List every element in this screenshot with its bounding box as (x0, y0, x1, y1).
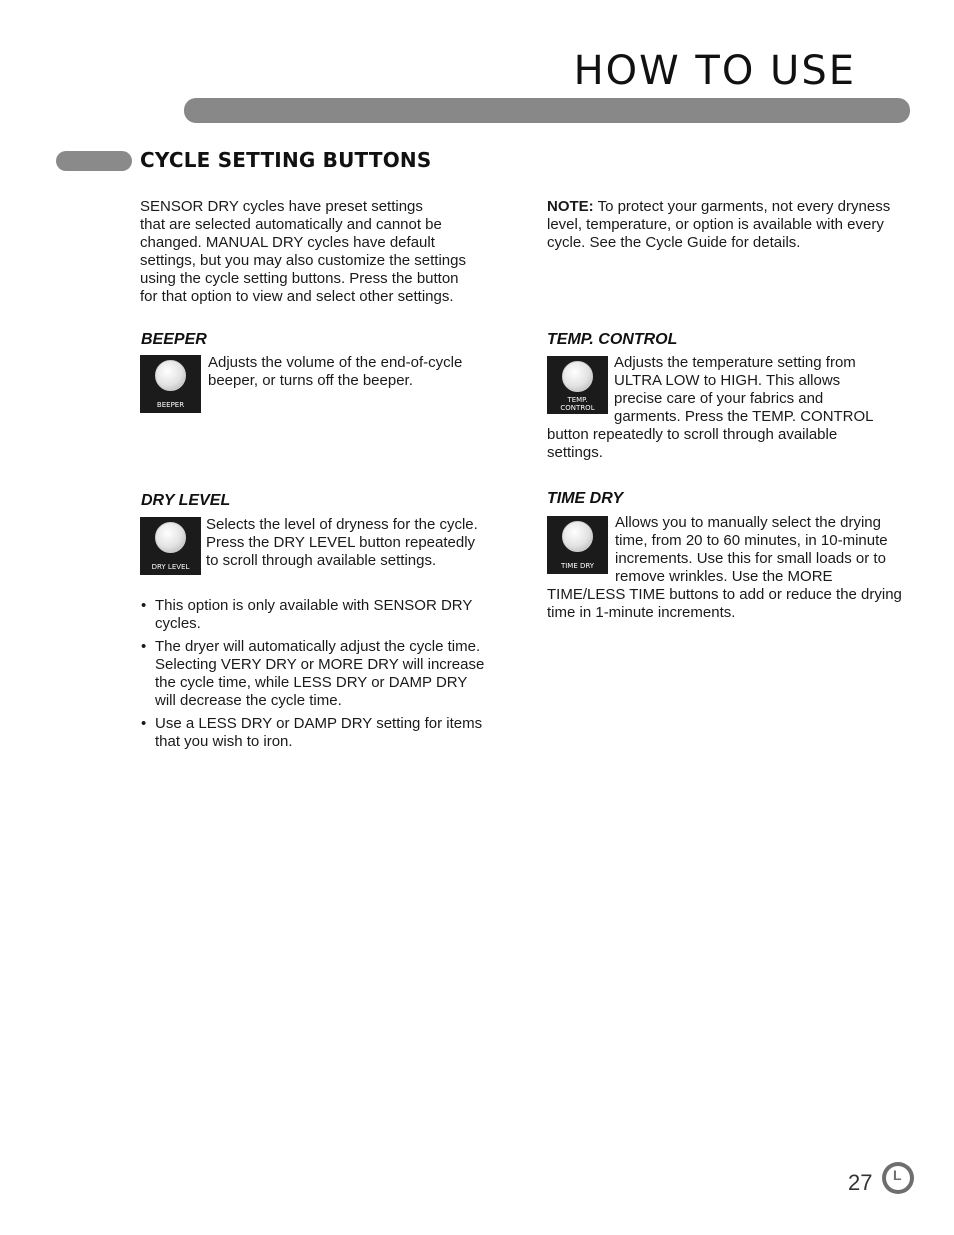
page-number: 27 (848, 1170, 873, 1195)
intro-line: for that option to view and select other settings. (140, 288, 454, 305)
dry-level-text: Selects the level of dryness for the cycle. Press the DRY LEVEL button repeatedly to scroll through available settings. (206, 516, 478, 569)
section-title: CYCLE SETTING BUTTONS (140, 148, 432, 172)
lg-logo-letter: L (893, 1167, 902, 1183)
time-dry-knob-icon (562, 521, 593, 552)
time-dry-block (547, 514, 902, 622)
header-title: HOW TO USE (573, 48, 856, 94)
intro-paragraph (140, 198, 500, 306)
intro-line: SENSOR DRY cycles have preset settings (140, 198, 423, 215)
intro-line: settings, but you may also customize the settings (140, 252, 466, 269)
list-item: • This option is only available with SENSOR DRY cycles. (140, 597, 490, 633)
note-paragraph (547, 198, 902, 252)
temp-control-button-label: TEMP. CONTROL (560, 396, 595, 412)
dry-level-bullet-list (140, 597, 490, 756)
header-bar (184, 98, 910, 123)
temp-control-text: Adjusts the temperature setting from ULTRA LOW to HIGH. This allows precise care of your fabrics and garments. Press the TEMP. CONTROL button repeatedly to scroll through available settings. (547, 354, 873, 461)
beeper-knob-icon (155, 360, 186, 391)
temp-control-block (547, 354, 892, 462)
time-dry-button-label: TIME DRY (560, 562, 595, 570)
intro-line: that are selected automatically and cannot be (140, 216, 442, 233)
lg-logo-icon (882, 1162, 914, 1194)
list-item: • The dryer will automatically adjust the cycle time. Selecting VERY DRY or MORE DRY will increase the cycle time, while LESS DRY or DAMP DRY will decrease the cycle time. (140, 638, 490, 710)
beeper-button-label: BEEPER (156, 401, 185, 409)
intro-line: using the cycle setting buttons. Press the button (140, 270, 459, 287)
intro-line: changed. MANUAL DRY cycles have default (140, 234, 435, 251)
dry-level-button-image (140, 517, 201, 575)
beeper-button-image (140, 355, 201, 413)
time-dry-button-image (547, 516, 608, 574)
list-item: • Use a LESS DRY or DAMP DRY setting for items that you wish to iron. (140, 715, 490, 751)
temp-control-button-image (547, 356, 608, 414)
dry-level-heading: DRY LEVEL (141, 492, 231, 509)
temp-control-heading: TEMP. CONTROL (547, 331, 678, 348)
temp-control-knob-icon (562, 361, 593, 392)
beeper-heading: BEEPER (141, 331, 207, 348)
beeper-text: Adjusts the volume of the end-of-cycle beeper, or turns off the beeper. (208, 354, 463, 389)
dry-level-knob-icon (155, 522, 186, 553)
dry-level-button-label: DRY LEVEL (151, 563, 190, 571)
section-pill (56, 151, 132, 171)
note-label: NOTE: (547, 198, 594, 215)
time-dry-text: Allows you to manually select the drying time, from 20 to 60 minutes, in 10-minute increments. Use this for small loads or to remove wrinkles. Use the MORE TIME/LESS TIME buttons to add or reduce the drying time in 1-minute increments. (547, 514, 902, 621)
note-text: To protect your garments, not every dryness level, temperature, or option is available with every cycle. See the Cycle Guide for details. (547, 198, 891, 251)
time-dry-heading: TIME DRY (547, 490, 624, 507)
